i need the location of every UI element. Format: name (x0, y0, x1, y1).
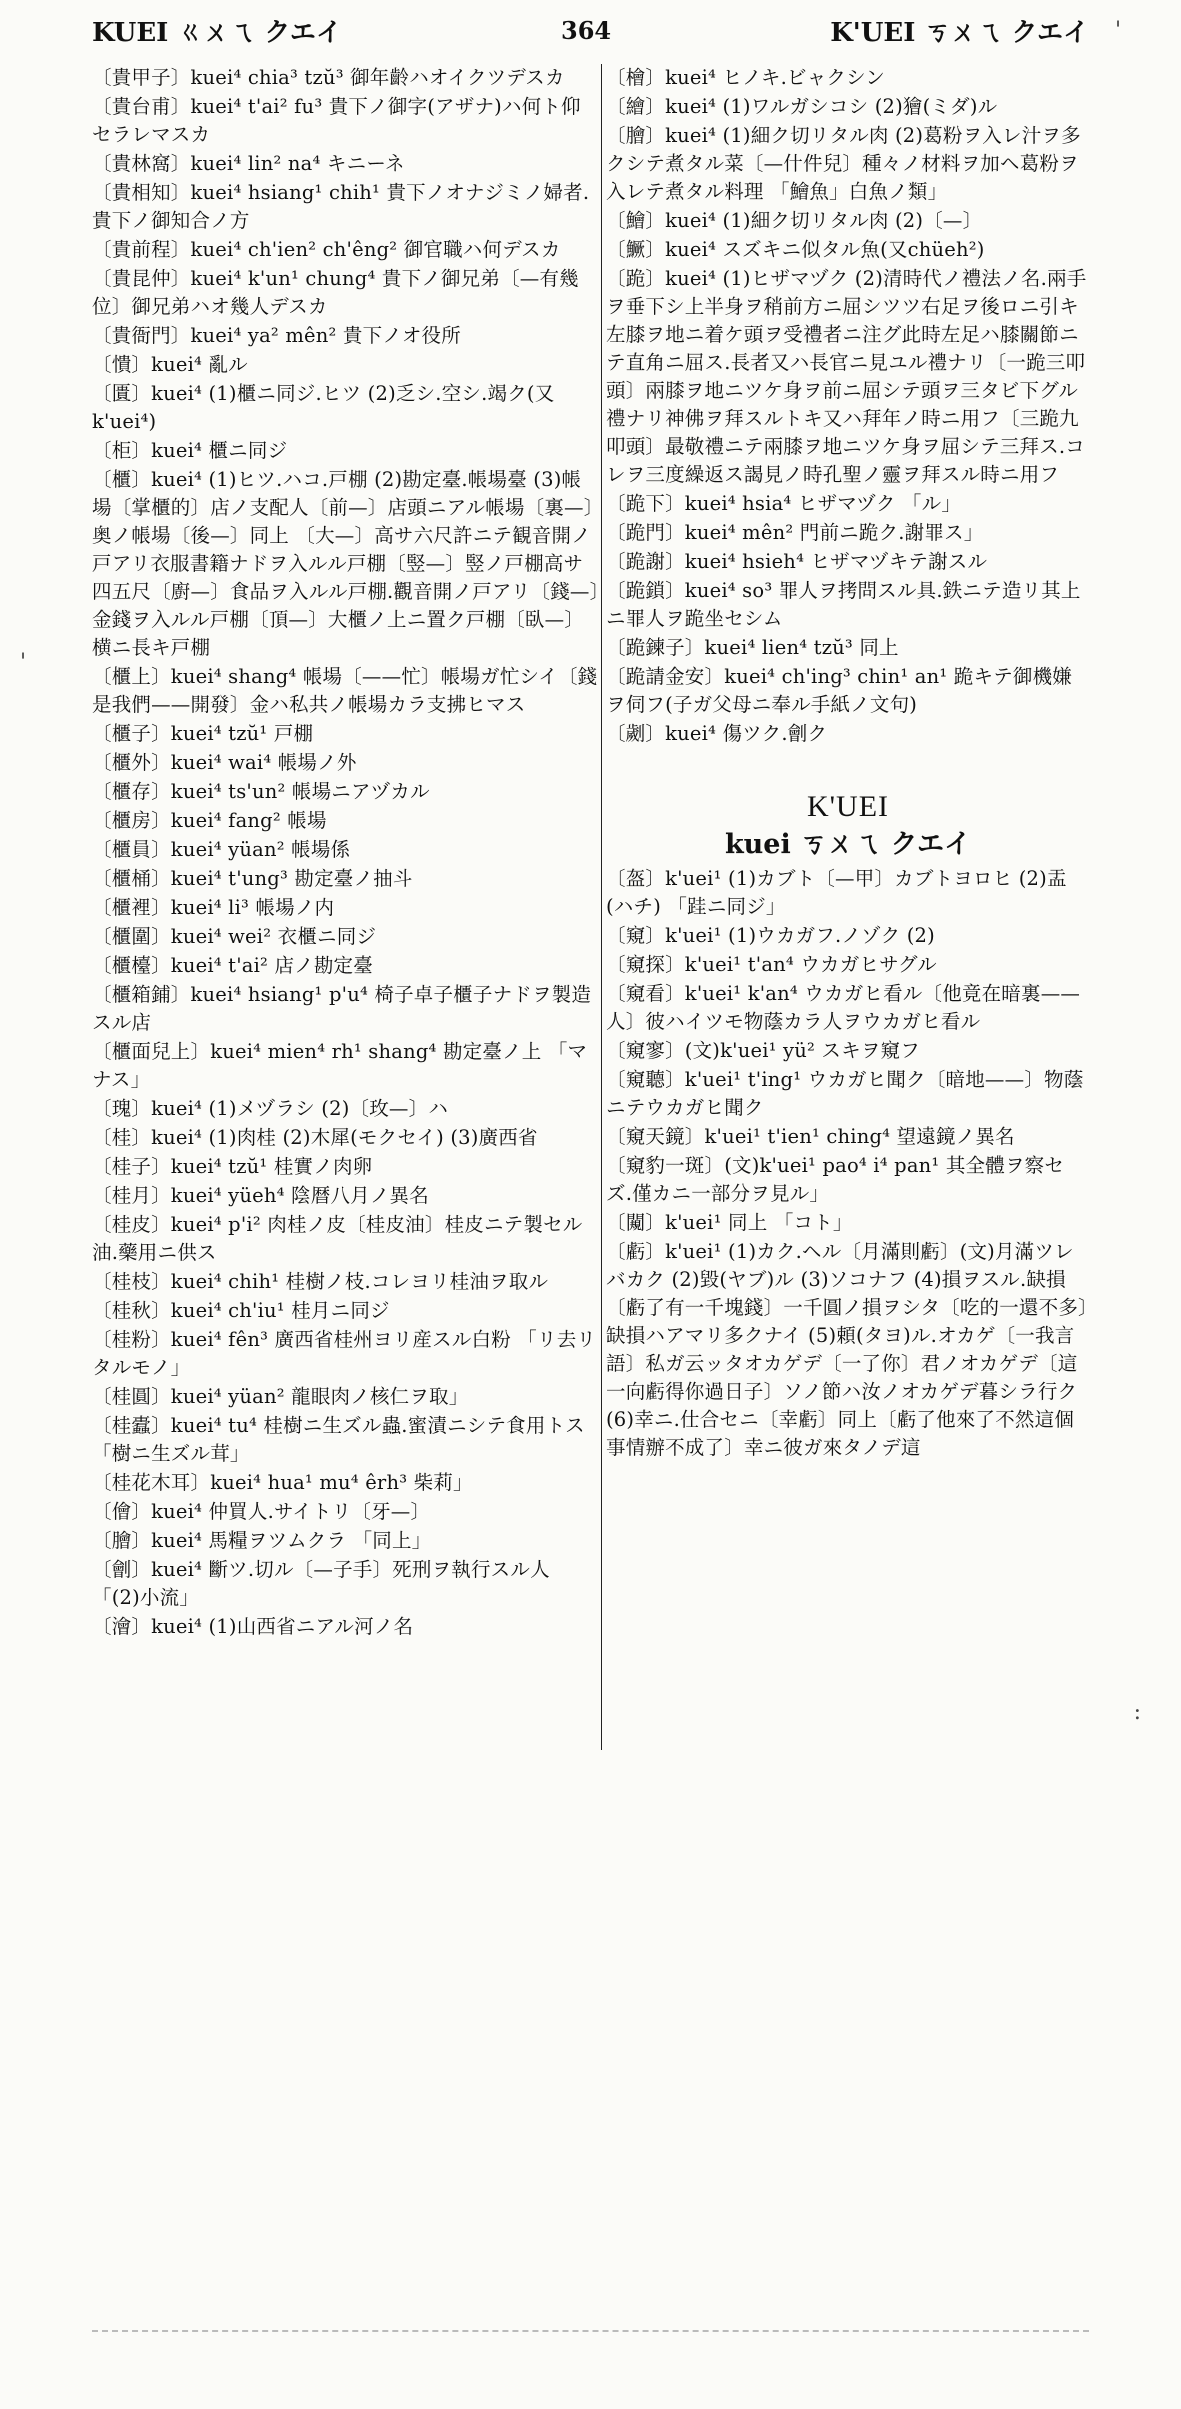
dictionary-entry: 〔貴甲子〕kuei⁴ chia³ tzŭ³ 御年齡ハオイクツデスカ (92, 66, 565, 89)
dictionary-entry: 〔闚〕k'uei¹ 同上 「コト」 (606, 1211, 853, 1234)
dictionary-entry: 〔膾〕kuei⁴ (1)細ク切リタル肉 (2)葛粉ヲ入レ汁ヲ多クシテ煮タル菜〔—什件兒〕種々ノ材料ヲ加ヘ葛粉ヲ入レテ煮タル料理 「鱠魚」白魚ノ類」 (606, 124, 1081, 203)
dictionary-entry: 〔貴衙門〕kuei⁴ ya² mên² 貴下ノオ役所 (92, 324, 461, 347)
page-header (92, 8, 1089, 52)
dictionary-entry: 〔窺〕k'uei¹ (1)ウカガフ.ノゾク (2) (606, 924, 935, 947)
dictionary-entry: 〔窺看〕k'uei¹ k'an⁴ ウカガヒ看ル〔他竟在暗裏——人〕彼ハイツモ物蔭カラ人ヲウカガヒ看ル (606, 982, 1081, 1033)
right-column (606, 64, 1090, 2299)
dictionary-entry: 〔櫃員〕kuei⁴ yüan² 帳場係 (92, 838, 351, 861)
dictionary-entry: 〔桂月〕kuei⁴ yüeh⁴ 陰暦八月ノ異名 (92, 1184, 429, 1207)
dictionary-entry: 〔貴林窩〕kuei⁴ lin² na⁴ キニーネ (92, 152, 405, 175)
dictionary-entry: 〔檜〕kuei⁴ ヒノキ.ビャクシン (606, 66, 886, 89)
dictionary-entry: 〔桂蠹〕kuei⁴ tu⁴ 桂樹ニ生ズル蟲.蜜漬ニシテ食用トス 「樹ニ生ズル茸」 (92, 1414, 585, 1465)
dictionary-entry: 〔跪謝〕kuei⁴ hsieh⁴ ヒザマヅキテ謝スル (606, 550, 988, 573)
dictionary-entry: 〔虧〕k'uei¹ (1)カク.ヘル〔月滿則虧〕(文)月滿ツレバカク (2)毀(ヤブ)ル (3)ソコナフ (4)損ヲスル.缺損〔虧了有一千塊錢〕一千圓ノ損ヲシタ〔吃的一還不多〕缺損ハアマリ多クナイ (5)頼(タヨ)ル.オカゲ〔一我言語〕私ガ云ッタオカゲデ〔一了你〕君ノオカゲデ〔這一向虧得你過日子〕ソノ節ハ汝ノオカゲデ暮シラ行ク (6)幸ニ.仕合セニ〔幸虧〕同上〔虧了他來了不然這個事情辦不成了〕幸ニ彼ガ來タノデ這 (606, 1240, 1088, 1459)
header-left: KUEI ㄍㄨㄟ クエイ (92, 17, 342, 48)
dictionary-entry: 〔窺天鏡〕k'uei¹ t'ien¹ ching⁴ 望遠鏡ノ異名 (606, 1125, 1015, 1148)
dictionary-entry: 〔窺豹一斑〕(文)k'uei¹ pao⁴ i⁴ pan¹ 其全體ヲ察セズ.僅カニ一部分ヲ見ル」 (606, 1154, 1065, 1205)
dictionary-entry: 〔桂〕kuei⁴ (1)肉桂 (2)木犀(モクセイ) (3)廣西省 (92, 1126, 538, 1149)
dictionary-entry: 〔儈〕kuei⁴ 仲買人.サイトリ〔牙—〕 (92, 1500, 431, 1523)
dictionary-entry: 〔桂花木耳〕kuei⁴ hua¹ mu⁴ êrh³ 柴莉」 (92, 1471, 473, 1494)
dictionary-entry: 〔匱〕kuei⁴ (1)櫃ニ同ジ.ヒツ (2)乏シ.空シ.竭ク(又k'uei⁴) (92, 382, 555, 433)
dictionary-entry: 〔櫃上〕kuei⁴ shang⁴ 帳場〔——忙〕帳場ガ忙シイ〔錢是我們——開發〕金ハ私共ノ帳場カラ支拂ヒマス (92, 665, 598, 716)
dictionary-entry: 〔跪〕kuei⁴ (1)ヒザマヅク (2)清時代ノ禮法ノ名.兩手ヲ垂下シ上半身ヲ稍前方ニ屈シツツ右足ヲ後ロニ引キ左膝ヲ地ニ着ケ頭ヲ受禮者ニ注グ此時左足ハ膝關節ニテ直角ニ屈ス.長者又ハ長官ニ見ユル禮ナリ〔一跪三叩頭〕兩膝ヲ地ニツケ身ヲ前ニ屈シテ頭ヲ三タビ下グル禮ナリ神佛ヲ拜スルトキ又ハ拜年ノ時ニ用フ〔三跪九叩頭〕最敬禮ニテ兩膝ヲ地ニツケ身ヲ屈シテ三拜ス.コレヲ三度繰返ス謁見ノ時孔聖ノ靈ヲ拜スル時ニ用フ (606, 267, 1087, 486)
dictionary-entry: 〔櫃裡〕kuei⁴ li³ 帳場ノ内 (92, 896, 335, 919)
dictionary-entry: 〔柜〕kuei⁴ 櫃ニ同ジ (92, 439, 288, 462)
margin-mark-bottom: : (1133, 1700, 1141, 1725)
dictionary-entry: 〔跪門〕kuei⁴ mên² 門前ニ跪ク.謝罪ス」 (606, 521, 984, 544)
header-right: K'UEI ㄎㄨㄟ クエイ (830, 17, 1089, 48)
dictionary-entry: 〔憒〕kuei⁴ 亂ル (92, 353, 248, 376)
dictionary-entry: 〔櫃房〕kuei⁴ fang² 帳場 (92, 809, 327, 832)
dictionary-entry: 〔膾〕kuei⁴ 馬糧ヲツムクラ 「同上」 (92, 1529, 432, 1552)
dictionary-entry: 〔窺寥〕(文)k'uei¹ yü² スキヲ窺フ (606, 1039, 920, 1062)
margin-mark-left: ' (20, 650, 27, 675)
dictionary-entry: 〔桂皮〕kuei⁴ p'i² 肉桂ノ皮〔桂皮油〕桂皮ニテ製セル油.藥用ニ供ス (92, 1213, 583, 1264)
dictionary-entry: 〔劌〕kuei⁴ 傷ツク.劊ク (606, 722, 828, 745)
dictionary-entry: 〔跪鎖〕kuei⁴ so³ 罪人ヲ拷問スル具.鉄ニテ造リ其上ニ罪人ヲ跪坐セシム (606, 579, 1081, 630)
dictionary-entry: 〔櫃子〕kuei⁴ tzŭ¹ 戸棚 (92, 722, 314, 745)
margin-mark-top: ' (1114, 18, 1121, 43)
dictionary-entry: 〔櫃外〕kuei⁴ wai⁴ 帳場ノ外 (92, 751, 357, 774)
dictionary-entry: 〔櫃存〕kuei⁴ ts'un² 帳場ニアヅカル (92, 780, 430, 803)
dictionary-entry: 〔櫃桶〕kuei⁴ t'ung³ 勘定臺ノ抽斗 (92, 867, 413, 890)
dictionary-entry: 〔瑰〕kuei⁴ (1)メヅラシ (2)〔玫—〕ハ (92, 1097, 449, 1120)
dictionary-entry: 〔繪〕kuei⁴ (1)ワルガシコシ (2)獪(ミダ)ル (606, 95, 998, 118)
dictionary-entry: 〔盔〕k'uei¹ (1)カブト〔—甲〕カブトヨロヒ (2)盂(ハチ) 「跬ニ同ジ」 (606, 867, 1067, 918)
dictionary-entry: 〔桂秋〕kuei⁴ ch'iu¹ 桂月ニ同ジ (92, 1299, 390, 1322)
dictionary-entry: 〔鱠〕kuei⁴ (1)細ク切リタル肉 (2)〔—〕 (606, 209, 983, 232)
dictionary-entry: 〔櫃〕kuei⁴ (1)ヒツ.ハコ.戸棚 (2)勘定臺.帳場臺 (3)帳場〔掌櫃的〕店ノ支配人〔前—〕店頭ニアル帳場〔裏—〕奥ノ帳場〔後—〕同上 〔大—〕高サ六尺許ニテ観音開ノ戸アリ衣服書籍ナドヲ入ルル戸棚〔竪—〕竪ノ戸棚高サ四五尺〔廚—〕食品ヲ入ルル戸棚.觀音開ノ戸アリ〔錢—〕金錢ヲ入ルル戸棚〔頂—〕大櫃ノ上ニ置ク戸棚〔臥—〕横ニ長キ戸棚 (92, 468, 600, 659)
dictionary-entry: 〔貴台甫〕kuei⁴ t'ai² fu³ 貴下ノ御字(アザナ)ハ何ト仰セラレマスカ (92, 95, 581, 146)
dictionary-entry: 〔澮〕kuei⁴ (1)山西省ニアル河ノ名 (92, 1615, 414, 1638)
dictionary-entry: 〔鱖〕kuei⁴ スズキニ似タル魚(又chüeh²) (606, 238, 985, 261)
column-divider (601, 64, 602, 1750)
dictionary-entry: 〔窺聽〕k'uei¹ t'ing¹ ウカガヒ聞ク〔暗地——〕物蔭ニテウカガヒ聞ク (606, 1068, 1084, 1119)
dictionary-entry: 〔窺探〕k'uei¹ t'an⁴ ウカガヒサグル (606, 953, 937, 976)
section-subtitle: kuei ㄎㄨㄟ クエイ (724, 829, 972, 860)
dictionary-entry: 〔劊〕kuei⁴ 斷ツ.切ル〔—子手〕死刑ヲ執行スル人 「(2)小流」 (92, 1558, 550, 1609)
section-title: K'UEI (806, 790, 890, 823)
dictionary-entry: 〔桂粉〕kuei⁴ fên³ 廣西省桂州ヨリ産スル白粉 「リ去リタルモノ」 (92, 1328, 597, 1379)
page-number: 364 (561, 15, 612, 45)
dictionary-entry: 〔桂枝〕kuei⁴ chih¹ 桂樹ノ枝.コレヨリ桂油ヲ取ル (92, 1270, 549, 1293)
dictionary-entry: 〔櫃圍〕kuei⁴ wei² 衣櫃ニ同ジ (92, 925, 377, 948)
footer-rule (92, 2330, 1089, 2334)
dictionary-entry: 〔桂子〕kuei⁴ tzŭ¹ 桂實ノ肉卵 (92, 1155, 373, 1178)
dictionary-entry: 〔櫃面兒上〕kuei⁴ mien⁴ rh¹ shang⁴ 勘定臺ノ上 「マナス」 (92, 1040, 588, 1091)
dictionary-entry: 〔櫃箱鋪〕kuei⁴ hsiang¹ p'u⁴ 椅子卓子櫃子ナドヲ製造スル店 (92, 983, 592, 1034)
dictionary-entry: 〔跪請金安〕kuei⁴ ch'ing³ chin¹ an¹ 跪キテ御機嫌ヲ伺フ(子ガ父母ニ奉ル手紙ノ文句) (606, 665, 1072, 716)
dictionary-entry: 〔貴前程〕kuei⁴ ch'ien² ch'êng² 御官職ハ何デスカ (92, 238, 561, 261)
section-heading (606, 790, 1090, 861)
left-column (92, 64, 600, 2299)
dictionary-entry: 〔貴昆仲〕kuei⁴ k'un¹ chung⁴ 貴下ノ御兄弟〔—有幾位〕御兄弟ハオ幾人デスカ (92, 267, 579, 318)
dictionary-entry: 〔櫃檯〕kuei⁴ t'ai² 店ノ勘定臺 (92, 954, 373, 977)
dictionary-entry: 〔桂圓〕kuei⁴ yüan² 龍眼肉ノ核仁ヲ取」 (92, 1385, 469, 1408)
dictionary-entry: 〔跪鍊子〕kuei⁴ lien⁴ tzŭ³ 同上 (606, 636, 899, 659)
dictionary-entry: 〔貴相知〕kuei⁴ hsiang¹ chih¹ 貴下ノオナジミノ婦者.貴下ノ御知合ノ方 (92, 181, 590, 232)
dictionary-entry: 〔跪下〕kuei⁴ hsia⁴ ヒザマヅク 「ル」 (606, 492, 962, 515)
